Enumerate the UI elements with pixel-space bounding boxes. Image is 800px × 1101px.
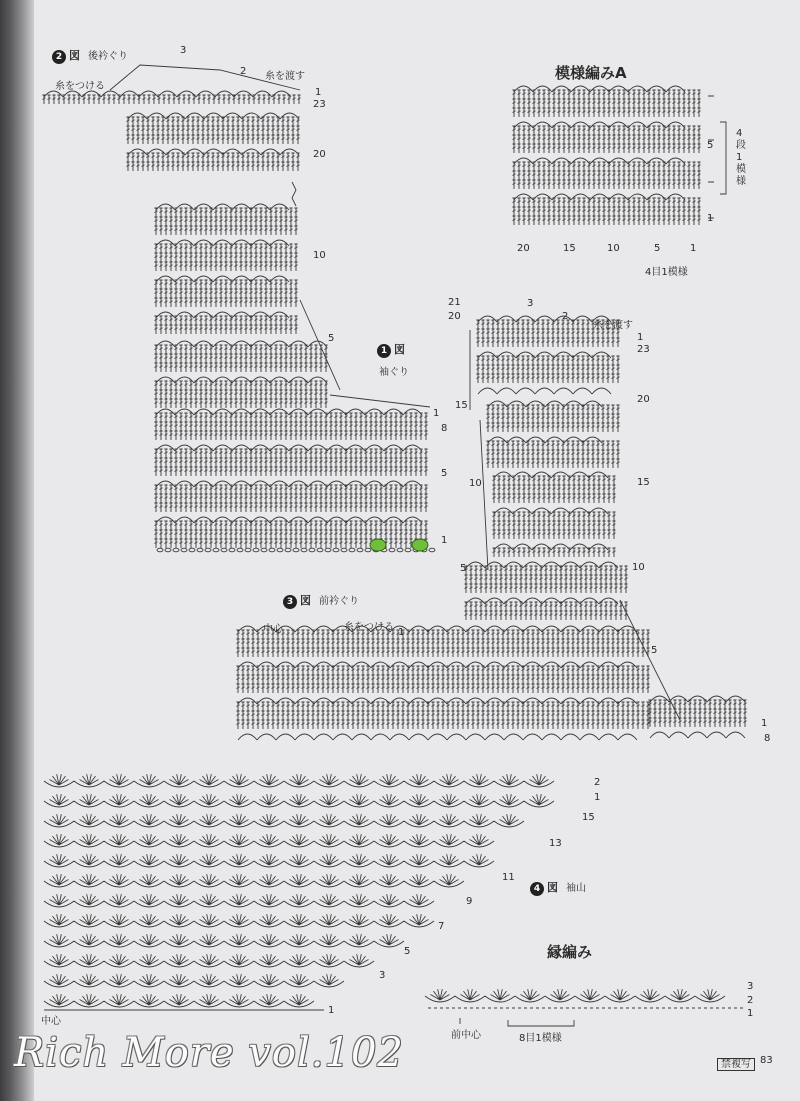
edging-title: 縁編み bbox=[547, 943, 593, 961]
fig3r-row-15: 15 bbox=[455, 400, 468, 411]
fig3r-row-2: 2 bbox=[562, 311, 569, 322]
fig3r-row-21: 21 bbox=[448, 297, 461, 308]
copy-prohibited-text: 禁複写 bbox=[717, 1058, 755, 1071]
fig2-row-2: 2 bbox=[240, 66, 247, 77]
fig3r-row-10: 10 bbox=[632, 562, 645, 573]
copy-prohibited-badge bbox=[717, 1055, 755, 1070]
fig4-row-1: 1 bbox=[594, 792, 601, 803]
fig3-row-1: 1 bbox=[398, 627, 405, 638]
chart-strokes bbox=[42, 65, 746, 1026]
fig2-row-1b: 1 bbox=[433, 408, 440, 419]
fig2-word: 図 bbox=[69, 49, 80, 62]
fig4-row-15: 15 bbox=[582, 812, 595, 823]
fig3-word: 図 bbox=[300, 594, 311, 607]
fig3-name: 前衿ぐり bbox=[319, 596, 359, 607]
fig1-row-8: 8 bbox=[441, 423, 448, 434]
pattern-a-col-5: 5 bbox=[654, 243, 661, 254]
pattern-a-col-15: 15 bbox=[563, 243, 576, 254]
fig3r-row-3: 3 bbox=[527, 298, 534, 309]
pattern-a-col-1: 1 bbox=[690, 243, 697, 254]
fig4-row-7: 7 bbox=[438, 921, 445, 932]
green-marker-2 bbox=[412, 539, 428, 551]
pattern-a-row-5: 5 bbox=[707, 140, 714, 151]
fig2-attach-note: 糸をつける bbox=[55, 81, 105, 92]
fig4-row-5: 5 bbox=[404, 946, 411, 957]
fig3-number: 3 bbox=[283, 595, 297, 609]
fig3-label bbox=[283, 592, 359, 609]
pattern-a-row-1: 1 bbox=[707, 213, 714, 224]
edging-front-center: 前中心 bbox=[451, 1030, 481, 1041]
fig2-number: 2 bbox=[52, 50, 66, 64]
fig3-attach-note: 糸をつける bbox=[344, 622, 394, 633]
fig2-row-1: 1 bbox=[315, 87, 322, 98]
fig3r-row-20: 20 bbox=[448, 311, 461, 322]
fig4-row-3: 3 bbox=[379, 970, 386, 981]
edging-row-1: 1 bbox=[747, 1008, 754, 1019]
fig4-row-2: 2 bbox=[594, 777, 601, 788]
page-number: 83 bbox=[760, 1055, 773, 1066]
pattern-a-st-repeat: 4目1模様 bbox=[645, 267, 688, 278]
fig3r-row-20: 20 bbox=[637, 394, 650, 405]
edging-row-3: 3 bbox=[747, 981, 754, 992]
fig2-row-10: 10 bbox=[313, 250, 326, 261]
fig3r-row-15: 15 bbox=[637, 477, 650, 488]
fig3r-row-1b: 1 bbox=[761, 718, 768, 729]
pattern-a-col-20: 20 bbox=[517, 243, 530, 254]
fig4-row-9: 9 bbox=[466, 896, 473, 907]
fig4-row-11: 11 bbox=[502, 872, 515, 883]
fig4-row-1b: 1 bbox=[328, 1005, 335, 1016]
fig1-row-5: 5 bbox=[441, 468, 448, 479]
pattern-a-title: 模様編みA bbox=[555, 64, 627, 82]
fig3r-row-5b: 5 bbox=[651, 645, 658, 656]
fig3r-row-23: 23 bbox=[637, 344, 650, 355]
fig1-number: 1 bbox=[377, 344, 391, 358]
fig1-label bbox=[377, 341, 413, 358]
green-marker-1 bbox=[370, 539, 386, 551]
fig4-row-13: 13 bbox=[549, 838, 562, 849]
fig4-center: 中心 bbox=[41, 1016, 61, 1027]
pattern-a-row-repeat: 4段1模様 bbox=[736, 128, 746, 187]
fig2-row-3: 3 bbox=[180, 45, 187, 56]
fig3r-row-8: 8 bbox=[764, 733, 771, 744]
fig2-pass-note: 糸を渡す bbox=[265, 71, 305, 82]
fig4-number: 4 bbox=[530, 882, 544, 896]
fig4-name: 袖山 bbox=[566, 883, 586, 894]
fig3r-pass-note: 糸を渡す bbox=[593, 320, 633, 331]
pattern-a-col-10: 10 bbox=[607, 243, 620, 254]
edging-row-2: 2 bbox=[747, 995, 754, 1006]
fig1-name: 袖ぐり bbox=[379, 367, 409, 378]
fig2-row-5: 5 bbox=[328, 333, 335, 344]
fig1-row-1: 1 bbox=[441, 535, 448, 546]
fig3r-row-10: 10 bbox=[469, 478, 482, 489]
edging-repeat: 8目1模様 bbox=[519, 1033, 562, 1044]
fig1-word: 図 bbox=[394, 343, 405, 356]
watermark: Rich More vol.102 bbox=[14, 1030, 404, 1076]
fig3r-row-1: 1 bbox=[637, 332, 644, 343]
fig2-label bbox=[52, 47, 128, 64]
fig2-name: 後衿ぐり bbox=[88, 51, 128, 62]
fig2-row-23: 23 bbox=[313, 99, 326, 110]
fig4-label bbox=[530, 879, 586, 896]
fig3r-row-5: 5 bbox=[460, 563, 467, 574]
fig4-word: 図 bbox=[547, 881, 558, 894]
fig3-center: 中心 bbox=[263, 624, 283, 635]
fig2-row-20: 20 bbox=[313, 149, 326, 160]
